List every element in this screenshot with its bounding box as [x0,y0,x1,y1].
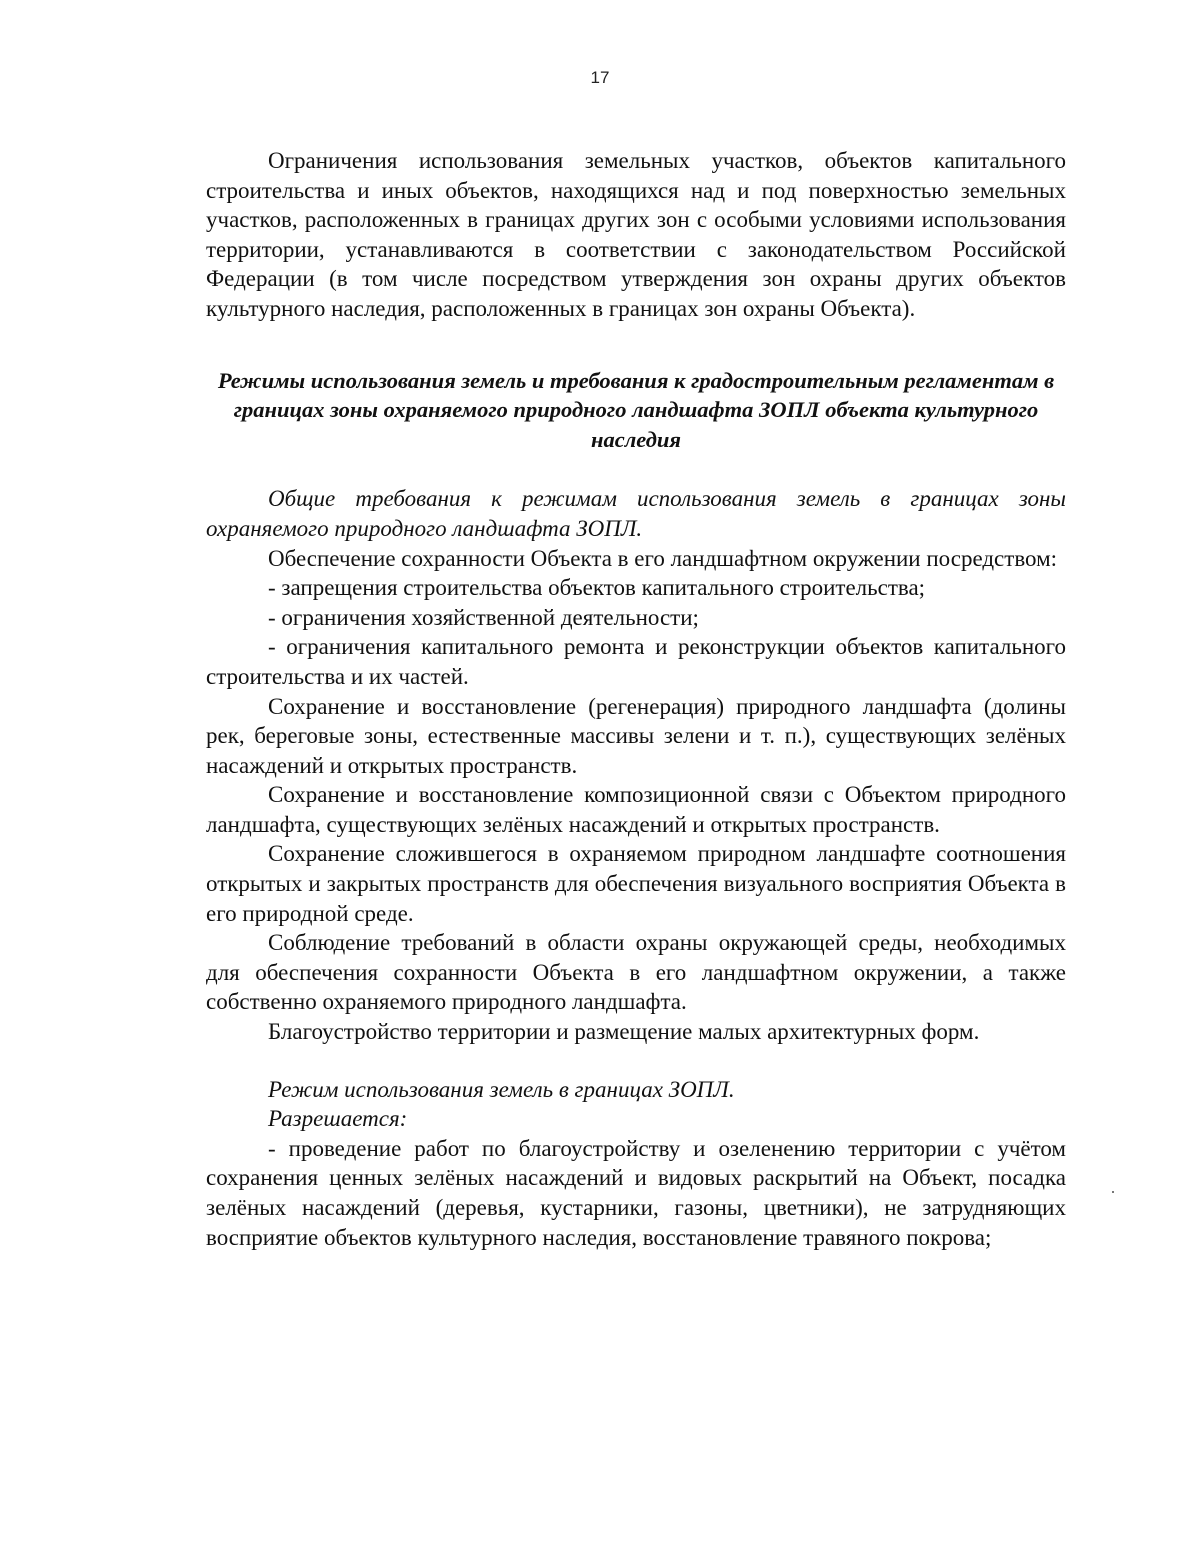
intro-paragraph: Ограничения использования земельных участков, объектов капитального строительства и иных объектов, находящихся над и под поверхностью земельных участков, расположенных в границах других зон с особыми условиями использования территории, устанавливаются в соответствии с законодательством Российской Федерации (в том числе посредством утверждения зон охраны других объектов культурного наследия, расположенных в границах зон охраны Объекта). [206,148,1066,321]
regime-title: Режим использования земель в границах ЗОПЛ. [268,1076,735,1102]
list-item: - проведение работ по благоустройству и озеленению территории с учётом сохранения ценных зелёных насаждений и видовых раскрытий на Объект, посадка зелёных насаждений (деревья, кустарники, газоны, цветники), не затрудняющих восприятие объектов культурного наследия, восстановление травяного покрова; [206,1135,1066,1250]
body-paragraph: Соблюдение требований в области охраны окружающей среды, необходимых для обеспечения сохранности Объекта в его ландшафтном окружении, а также собственно охраняемого природного ландшафта. [206,930,1066,1015]
body-paragraph: Сохранение сложившегося в охраняемом природном ландшафте соотношения открытых и закрытых пространств для обеспечения визуального восприятия Объекта в его природной среде. [206,841,1066,926]
permitted-title: Разрешается: [268,1106,408,1132]
scan-speck [1112,1191,1114,1193]
list-item: - ограничения капитального ремонта и реконструкции объектов капитального строительства и их частей. [206,634,1066,689]
body-paragraph: Сохранение и восстановление композиционной связи с Объектом природного ландшафта, существующих зелёных насаждений и открытых пространств. [206,782,1066,837]
page-number: 17 [590,68,610,87]
document-body [206,146,1066,1252]
body-paragraph: Благоустройство территории и размещение малых архитектурных форм. [268,1019,980,1045]
section-heading: Режимы использования земель и требования к градостроительным регламентам в границах зоны охраняемого природного ландшафта ЗОПЛ объекта культурного наследия [217,367,1055,452]
list-item: - запрещения строительства объектов капитального строительства; [268,575,926,601]
general-requirements-title: Общие требования к режимам использования земель в границах зоны охраняемого природного ландшафта ЗОПЛ. [206,486,1066,541]
body-paragraph: Сохранение и восстановление (регенерация) природного ландшафта (долины рек, береговые зоны, естественные массивы зелени и т. п.), существующих зелёных насаждений и открытых пространств. [206,693,1066,778]
body-paragraph: Обеспечение сохранности Объекта в его ландшафтном окружении посредством: [268,545,1058,571]
list-item: - ограничения хозяйственной деятельности; [268,604,699,630]
